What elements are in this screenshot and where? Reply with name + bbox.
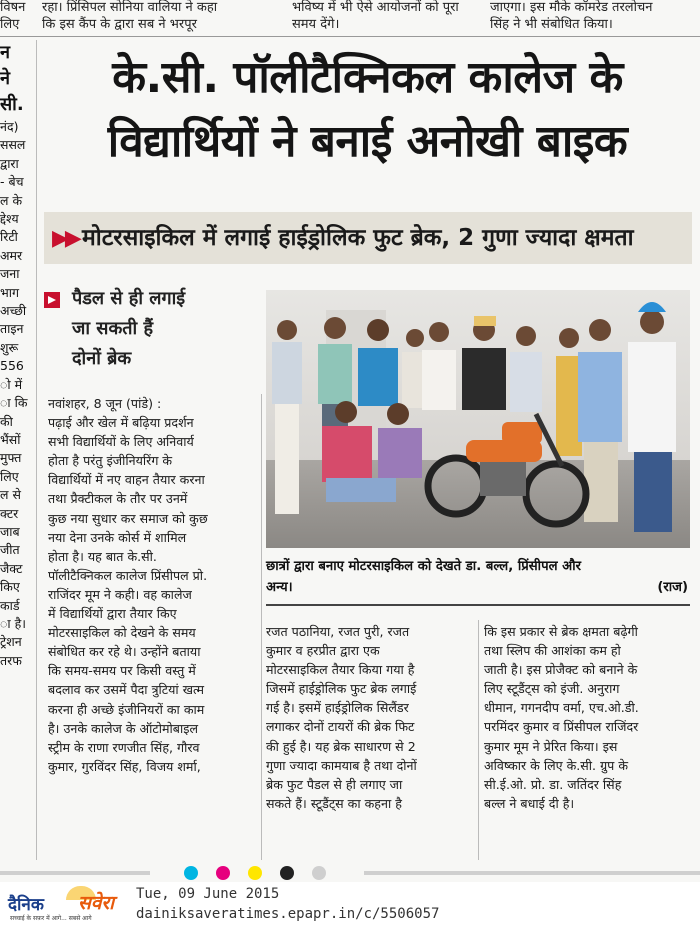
text-fragment: ल के — [0, 192, 23, 208]
headline — [40, 46, 695, 174]
highlight-line: पैडल से ही लगाई — [72, 288, 186, 309]
text-line: जाती है। इस प्रोजैक्ट को बनाने के — [484, 662, 638, 678]
text-fragment: ने — [0, 68, 10, 89]
headline-line: विद्यार्थियों ने बनाई अनोखी बाइक — [107, 116, 628, 167]
divider — [478, 620, 479, 860]
registration-gray-bar — [0, 871, 150, 875]
text-line: संबोधित कर रहे थे। उन्होंने बताया — [48, 644, 201, 660]
text-fragment: कार्ड — [0, 597, 20, 613]
adjacent-article-column — [0, 40, 34, 860]
highlight-line: दोनों ब्रेक — [72, 348, 132, 369]
caption-line: अन्य। — [266, 580, 293, 595]
caption-line-2 — [266, 577, 690, 598]
text-fragment: द्देश्य — [0, 211, 19, 227]
text-line: पढ़ाई और खेल में बढ़िया प्रदर्शन — [48, 415, 194, 431]
text-fragment: जैक्ट — [0, 560, 23, 576]
students-with-motorcycle-photo — [266, 290, 690, 548]
text-line: करना ही अच्छे इंजीनियरों का काम — [48, 701, 205, 717]
text-line: सकते हैं। स्टूडैंट्स का कहना है — [266, 795, 402, 811]
logo-text: दैनिक — [8, 895, 44, 915]
text-fragment: ो में — [0, 376, 23, 392]
text-line: पॉलीटैक्निकल कालेज प्रिंसीपल प्रो. — [48, 567, 208, 583]
double-arrow-icon: ▶▶ — [52, 226, 78, 251]
article-column-2 — [266, 622, 474, 813]
text-fragment: नंद) — [0, 119, 19, 134]
text-fragment: जीत — [0, 542, 20, 558]
text-line: कुमार व हरप्रीत द्वारा एक — [266, 643, 380, 659]
registration-dot — [312, 866, 326, 880]
text-fragment: ट्रेशन — [0, 634, 22, 650]
text-line: नवांशहर, 8 जून (पांडे) : — [48, 396, 162, 411]
text-line: कुमार, गुरविंदर सिंह, विजय शर्मा, — [48, 758, 201, 774]
text-fragment: अमर — [0, 247, 23, 263]
registration-dot — [280, 866, 294, 880]
registration-dot — [184, 866, 198, 880]
strip-text: कि इस कैंप के द्वारा सब ने भरपूर — [42, 17, 197, 32]
strip-text: रहा। प्रिंसिपल सोनिया वालिया ने कहा — [42, 0, 218, 15]
article-column-1 — [48, 394, 258, 776]
text-fragment: जना — [0, 266, 20, 282]
text-line: तथा प्रैक्टीकल के तौर पर उनमें — [48, 491, 188, 507]
text-fragment: न — [0, 42, 10, 63]
logo-text: सवेरा — [78, 892, 115, 914]
divider — [36, 40, 37, 860]
text-line: मोटरसाइकिल तैयार किया गया है — [266, 662, 415, 678]
text-fragment: ससल — [0, 137, 26, 153]
caption-line: छात्रों द्वारा बनाए मोटरसाइकिल को देखते डा. बल्ल, प्रिंसीपल और — [266, 559, 581, 574]
subheadline-bar — [44, 212, 692, 264]
text-line: स्ट्रीम के राणा रणजीत सिंह, गौरव — [48, 739, 200, 755]
publication-date: Tue, 09 June 2015 — [136, 886, 280, 902]
text-line: मोटरसाइकिल को देखने के समय — [48, 625, 196, 641]
strip-text: जाएगा। इस मौके कॉमरेड तरलोचन — [490, 0, 653, 15]
text-line: है। उनके कालेज के ऑटोमोबाइल — [48, 720, 198, 736]
text-line: राजिंदर मूम ने कही। वह कालेज — [48, 586, 192, 602]
text-line: सभी विद्यार्थियों के लिए अनिवार्य — [48, 434, 194, 450]
text-line: बदलाव कर उसमें पैदा त्रुटियां खत्म — [48, 682, 205, 698]
text-line: बल्ल ने बधाई दी है। — [484, 795, 575, 811]
previous-articles-strip — [0, 0, 700, 34]
text-line: कि इस प्रकार से ब्रेक क्षमता बढ़ेगी — [484, 624, 638, 639]
text-fragment: सी. — [0, 94, 24, 115]
highlight-line: जा सकती हैं — [72, 318, 154, 339]
epaper-url[interactable]: dainiksaveratimes.epapr.in/c/5506057 — [136, 906, 440, 922]
text-fragment: भैंसों — [0, 431, 21, 447]
text-fragment: क्टर — [0, 505, 19, 521]
text-line: रजत पठानिया, रजत पुरी, रजत — [266, 624, 410, 639]
text-fragment: ताइन — [0, 321, 24, 337]
subheadline: मोटरसाइकिल में लगाई हाईड्रोलिक फुट ब्रेक, 2 गुणा ज्यादा क्षमता — [82, 225, 634, 251]
text-line: में विद्यार्थियों द्वारा तैयार किए — [48, 606, 177, 622]
print-registration-bar — [0, 866, 700, 880]
text-fragment: द्वारा — [0, 155, 19, 171]
text-fragment: ा है। — [0, 615, 27, 631]
text-line: तथा स्लिप की आशंका कम हो — [484, 643, 621, 659]
text-line: ब्रेक फुट पैडल से ही लगाए जा — [266, 776, 403, 792]
registration-dot — [248, 866, 262, 880]
text-line: परमिंदर कुमार व प्रिंसीपल राजिंदर — [484, 719, 639, 735]
text-fragment: शुरू — [0, 339, 19, 355]
text-fragment: लिए — [0, 468, 19, 484]
strip-text: सिंह ने भी संबोधित किया। — [490, 17, 613, 32]
text-line: विद्यार्थियों में नए वाहन तैयार करना — [48, 472, 205, 488]
strip-text: भविष्य में भी ऐसे आयोजनों को पूरा — [292, 0, 459, 15]
strip-text: समय देंगे। — [292, 17, 340, 32]
text-line: होता है। यह बात के.सी. — [48, 548, 157, 564]
dainik-savera-logo — [8, 892, 124, 922]
text-fragment: जाब — [0, 523, 20, 539]
text-line: गई है। इसमें हाईड्रोलिक सिलैंडर — [266, 700, 409, 716]
photo-credit: (राज) — [657, 580, 688, 595]
text-line: लिए स्टूडैंट्स को इंजी. अनुराग — [484, 681, 620, 697]
logo-tagline: सच्चाई के सफ़र में आगे... सबसे आगे — [10, 915, 92, 922]
text-line: गुणा ज्यादा कामयाब है तथा दोनों — [266, 757, 417, 773]
news-photo — [266, 290, 690, 548]
article-column-3 — [484, 622, 694, 813]
text-fragment: की — [0, 413, 13, 429]
play-marker-icon — [44, 292, 60, 308]
strip-fragment: लिए — [0, 17, 20, 32]
highlight-box — [44, 286, 252, 378]
text-fragment: मुफ्त — [0, 450, 22, 466]
photo-caption — [266, 556, 690, 598]
text-fragment: 556 — [0, 358, 24, 374]
text-fragment: रिटी — [0, 229, 18, 245]
registration-dot — [216, 866, 230, 880]
text-line: कुछ नया सुधार कर समाज को कुछ — [48, 510, 208, 526]
text-line: नया देना उनके कोर्स में शामिल — [48, 529, 187, 545]
text-fragment: भाग — [0, 284, 20, 300]
text-fragment: ल से — [0, 487, 21, 503]
text-line: कुमार मूम ने प्रेरित किया। इस — [484, 738, 618, 754]
text-fragment: - बेच — [0, 174, 24, 190]
text-line: की हुई है। यह ब्रेक साधारण से 2 — [266, 738, 416, 754]
epaper-footer — [0, 882, 700, 933]
text-line: लगाकर दोनों टायरों की ब्रेक फिट — [266, 719, 415, 735]
text-fragment: तरफ — [0, 652, 22, 668]
text-fragment: किए — [0, 579, 20, 595]
text-line: जिसमें हाईड्रोलिक फुट ब्रेक लगाई — [266, 681, 417, 697]
divider — [266, 604, 690, 606]
divider — [0, 36, 700, 37]
text-fragment: अच्छी — [0, 303, 27, 319]
text-line: सी.ई.ओ. प्रो. डा. जतिंदर सिंह — [484, 776, 622, 792]
text-line: अविष्कार के लिए के.सी. ग्रुप के — [484, 757, 628, 773]
text-line: कि समय-समय पर किसी वस्तु में — [48, 663, 196, 679]
text-line: धीमान, गगनदीप वर्मा, एच.ओ.डी. — [484, 700, 639, 716]
divider — [261, 394, 262, 860]
text-fragment: ा कि — [0, 395, 28, 411]
registration-gray-bar — [364, 871, 700, 875]
strip-fragment: विषन — [0, 0, 26, 15]
text-line: होता है परंतु इंजीनियरिंग के — [48, 453, 173, 469]
headline-line: के.सी. पॉलीटैक्निकल कालेज के — [112, 52, 623, 103]
